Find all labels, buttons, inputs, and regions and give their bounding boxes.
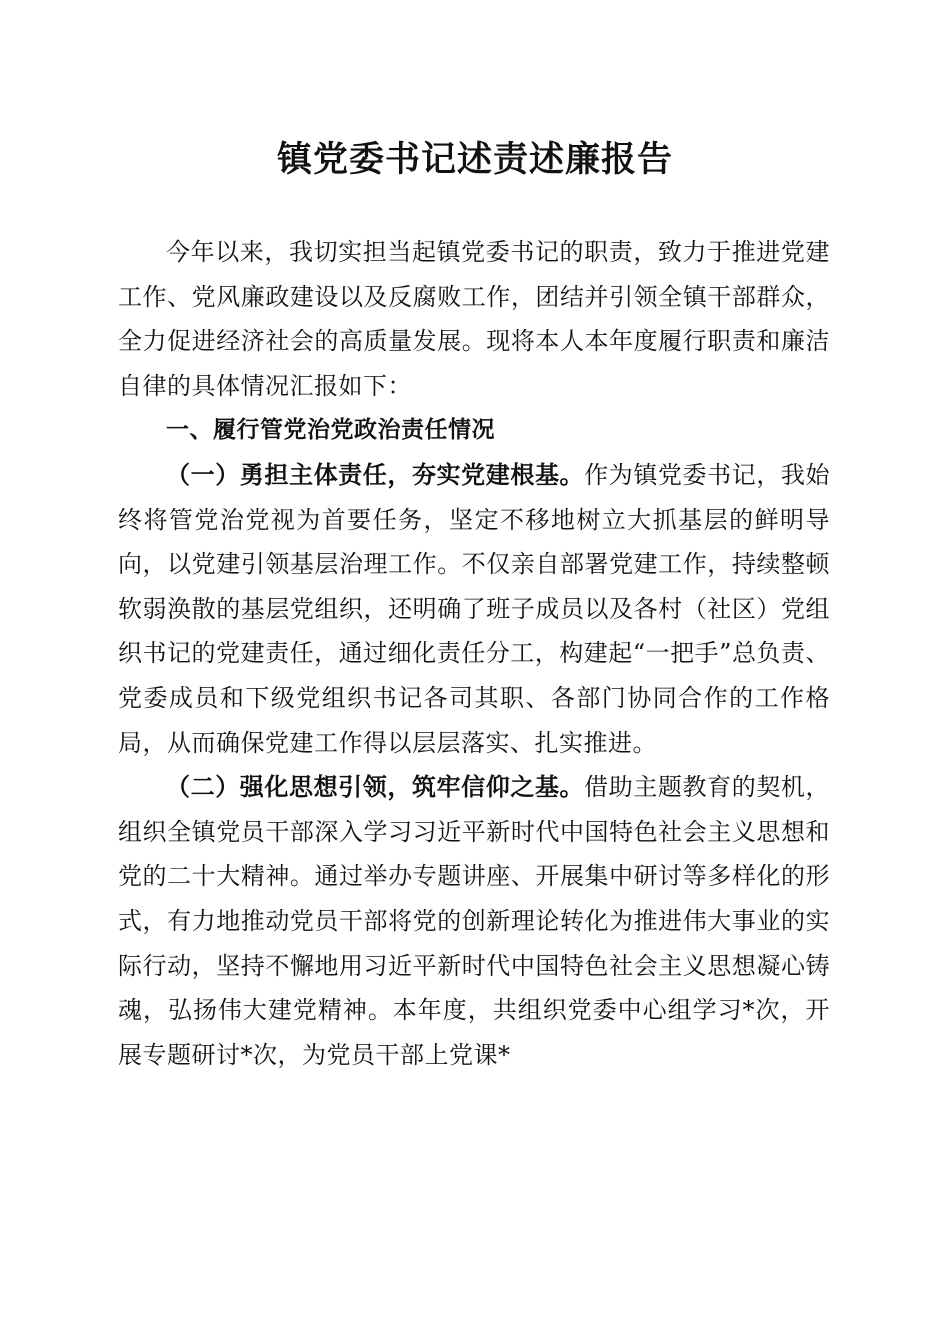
paragraph-2 [118,765,830,1077]
paragraph-2-text: 借助主题教育的契机，组织全镇党员干部深入学习习近平新时代中国特色社会主义思想和党的二十大精神。通过举办专题讲座、开展集中研讨等多样化的形式，有力地推动党员干部将党的创新理论转化为推进伟大事业的实际行动，坚持不懈地用习近平新时代中国特色社会主义思想凝心铸魂，弘扬伟大建党精神。本年度，共组织党委中心组学习*次，开展专题研讨*次，为党员干部上党课* [118,773,831,1069]
paragraph-2-heading: （二）强化思想引领，筑牢信仰之基。 [166,772,585,802]
document-title: 镇党委书记述责述廉报告 [276,139,673,180]
paragraph-1-heading: （一）勇担主体责任，夯实党建根基。 [166,459,585,489]
document-body [118,230,830,1077]
paragraph-1 [118,453,830,765]
paragraph-1-text: 作为镇党委书记，我始终将管党治党视为首要任务，坚定不移地树立大抓基层的鲜明导向，以党建引领基层治理工作。不仅亲自部署党建工作，持续整顿软弱涣散的基层党组织，还明确了班子成员以及各村（社区）党组织书记的党建责任，通过细化责任分工，构建起“一把手”总负责、党委成员和下级党组织书记各司其职、各部门协同合作的工作格局，从而确保党建工作得以层层落实、扎实推进。 [118,460,831,757]
intro-paragraph: 今年以来，我切实担当起镇党委书记的职责，致力于推进党建工作、党风廉政建设以及反腐败工作，团结并引领全镇干部群众，全力促进经济社会的高质量发展。现将本人本年度履行职责和廉洁自律的具体情况汇报如下： [118,238,830,400]
section-heading-1: 一、履行管党治党政治责任情况 [166,417,495,444]
